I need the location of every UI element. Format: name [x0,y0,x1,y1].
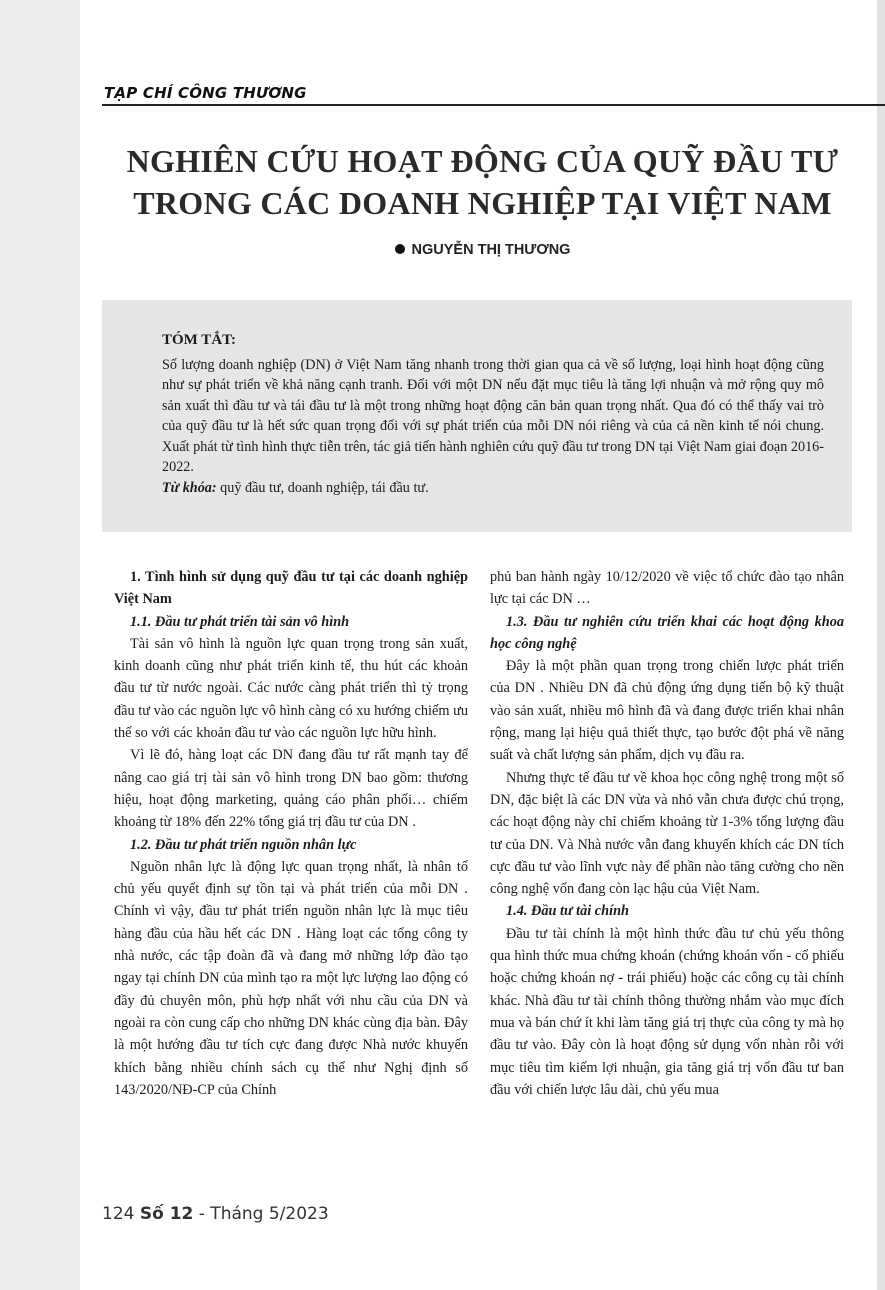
keywords-text: quỹ đầu tư, doanh nghiệp, tái đầu tư. [220,479,429,496]
right-column [490,566,844,1101]
bullet-icon [395,244,405,254]
article-title [80,140,885,224]
section-1-3-paragraph-2: Nhưng thực tế đầu tư về khoa học công nghệ trong một số DN, đặc biệt là các DN vừa và nhỏ vẫn chưa được chú trọng, các hoạt động này chỉ chiếm khoảng từ 1-3% tổng lượng đầu tư của DN. Và Nhà nước vẫn đang khuyến khích các DN tích cực đầu tư vào lĩnh vực này để phần nào tăng cường cho nền công nghệ vốn đang còn lạc hậu của Việt Nam. [490,769,844,898]
abstract-heading: TÓM TẮT: [162,332,237,348]
section-1-2-paragraph-continued: phủ ban hành ngày 10/12/2020 về việc tổ chức đào tạo nhân lực tại các DN … [490,569,844,608]
section-1-3-paragraph-1: Đây là một phần quan trọng trong chiến lược phát triển của DN . Nhiều DN đã chủ động ứng dụng tiến bộ kỹ thuật vào sản xuất, nhiều mô hình đã và đang được triển khai nhân rộng, mang lại hiệu quả thiết thực, tạo bước đột phá về năng suất và chất lượng sản phẩm, dịch vụ đầu ra. [490,658,844,764]
abstract-box [102,300,852,532]
journal-name: TẠP CHÍ CÔNG THƯƠNG [104,84,307,102]
section-1-4-paragraph-1: Đầu tư tài chính là một hình thức đầu tư chủ yếu thông qua hình thức mua chứng khoán (chứng khoán vốn - cổ phiếu hoặc chứng khoán nợ - trái phiếu) hoặc các công cụ tài chính khác. Nhà đầu tư tài chính thông thường nhắm vào mục đích mua và bán chứ ít khi làm tăng giá trị thực của công ty mà họ đầu tư vào. Đây còn là hoạt động sử dụng vốn nhàn rỗi với mục tiêu tìm kiếm lợi nhuận, gia tăng giá trị vốn đầu tư ban đầu với chiến lược lâu dài, chủ yếu mua [490,925,844,1098]
title-line-1: NGHIÊN CỨU HOẠT ĐỘNG CỦA QUỸ ĐẦU TƯ [126,143,839,179]
left-margin-strip [0,0,80,1290]
author-line [80,242,885,258]
section-1-3-heading: 1.3. Đầu tư nghiên cứu triển khai các hoạt động khoa học công nghệ [490,613,844,652]
section-1-1-paragraph-2: Vì lẽ đó, hàng loạt các DN đang đầu tư rất mạnh tay để nâng cao giá trị tài sản vô hình trong DN bao gồm: thương hiệu, hoạt động marketing, quảng cáo phân phối… chiếm khoảng từ 18% đến 22% tổng giá trị đầu tư của DN . [114,747,468,831]
section-1-1-paragraph-1: Tài sản vô hình là nguồn lực quan trọng trong sản xuất, kinh doanh cũng như phát triển kinh tế, thu hút các khoản đầu tư từ nước ngoài. Các nước càng phát triển thì tỷ trọng đầu tư vào các nguồn lực vô hình càng có xu hướng chiếm ưu thế so với các khoản đầu tư vào các nguồn lực hữu hình. [114,635,468,742]
page-number: 124 [102,1204,135,1224]
section-1-1-heading: 1.1. Đầu tư phát triển tài sản vô hình [130,613,350,630]
section-1-2-heading: 1.2. Đầu tư phát triển nguồn nhân lực [130,836,357,853]
keywords-label: Từ khóa: [162,479,217,496]
section-1-heading: 1. Tình hình sử dụng quỹ đầu tư tại các doanh nghiệp Việt Nam [114,569,468,608]
left-column [114,566,468,1101]
issue-label: Số 12 [139,1204,194,1224]
keywords-line [162,478,824,499]
section-1-4-heading: 1.4. Đầu tư tài chính [506,903,629,920]
section-1-2-paragraph-1: Nguồn nhân lực là động lực quan trọng nhất, là nhân tố chủ yếu quyết định sự tồn tại và phát triển của mỗi DN . Chính vì vậy, đầu tư phát triển nguồn nhân lực là mục tiêu hàng đầu của hầu hết các DN . Hàng loạt các tổng công ty nhà nước, các tập đoàn đã và đang mở những lớp đào tạo ngay tại chính DN của mình tạo ra một lực lượng lao động có đầy đủ chuyên môn, phù hợp nhất với nhu cầu của DN và ngoài ra còn cung cấp cho những DN khác cùng địa bàn. Đây là một hướng đầu tư tích cực đang được Nhà nước khuyến khích bằng nhiều chính sách cụ thể như Nghị định số 143/2020/NĐ-CP của Chính [114,858,468,1098]
header-rule [102,104,885,106]
abstract-content [162,330,824,498]
abstract-body: Số lượng doanh nghiệp (DN) ở Việt Nam tăng nhanh trong thời gian qua cả về số lượng, loại hình hoạt động cũng như sự phát triển về khả năng cạnh tranh. Đối với một DN nếu đặt mục tiêu là tăng lợi nhuận và mở rộng quy mô sản xuất thì đầu tư và tái đầu tư là một trong những hoạt động căn bản quan trọng nhất. Qua đó có thể thấy vai trò của quỹ đầu tư là hết sức quan trọng đối với sự phát triển của mỗi DN nói riêng và của cả nền kinh tế nói chung. Xuất phát từ tình hình thực tiễn trên, tác giả tiến hành nghiên cứu quỹ đầu tư trong DN tại Việt Nam giai đoạn 2016-2022. [162,356,824,475]
author-name: NGUYỄN THỊ THƯƠNG [411,242,571,258]
page-footer [102,1204,329,1224]
issue-date: - Tháng 5/2023 [198,1204,329,1224]
title-line-2: TRONG CÁC DOANH NGHIỆP TẠI VIỆT NAM [133,185,832,221]
